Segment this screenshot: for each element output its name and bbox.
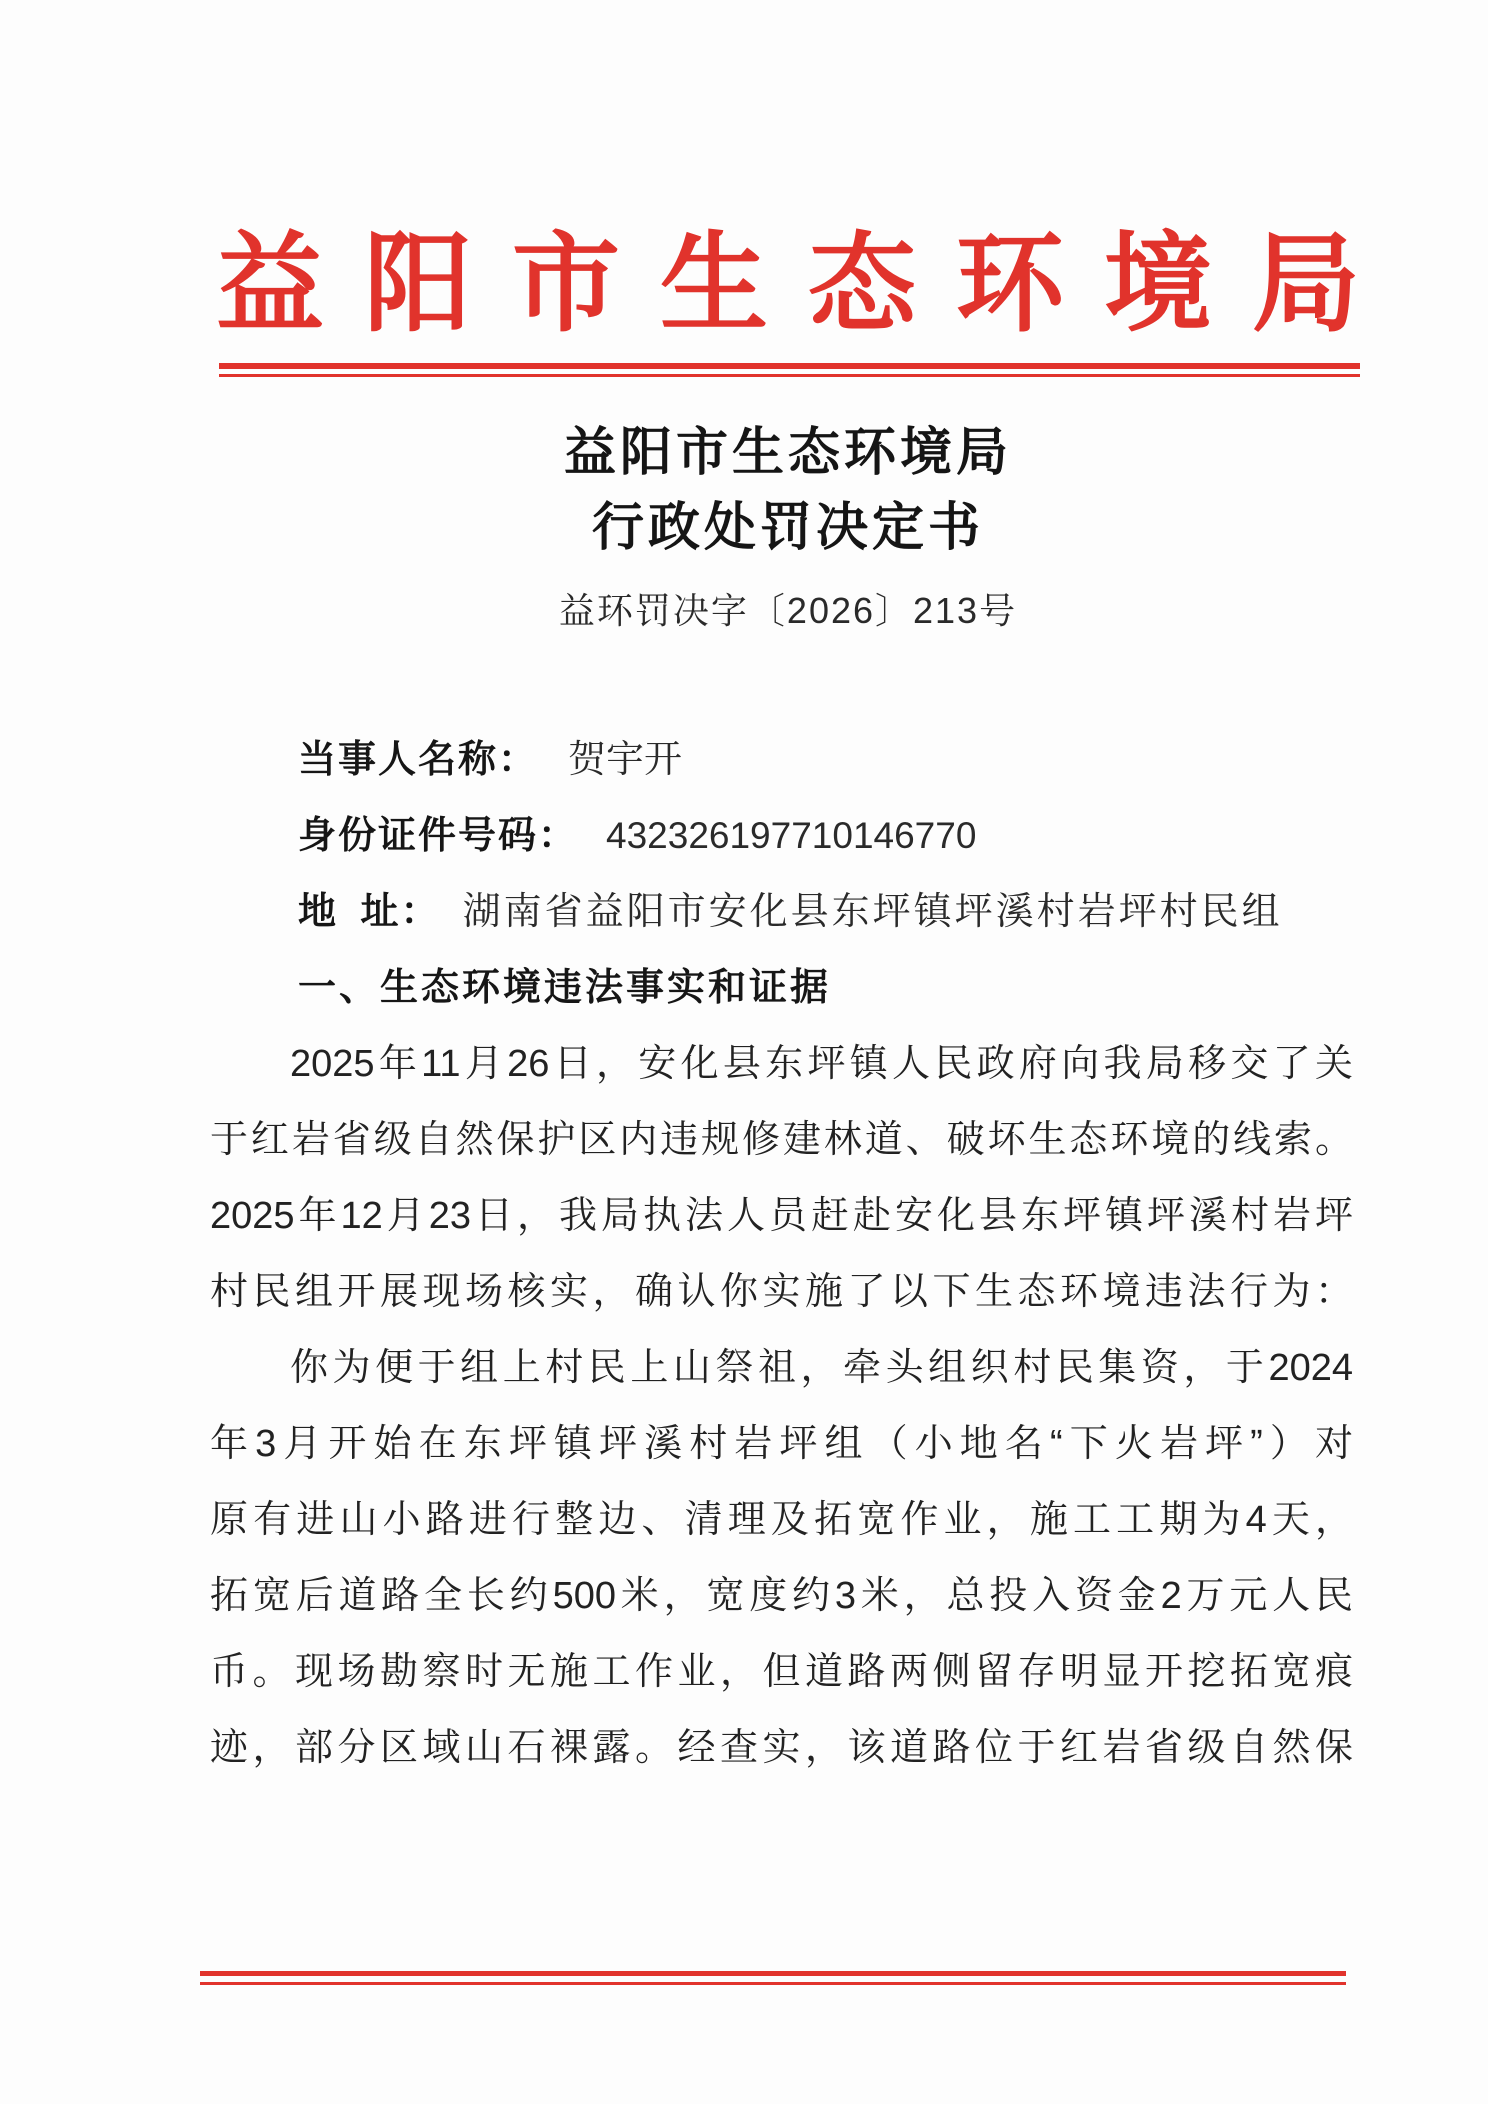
- party-id-row: [210, 798, 1353, 874]
- paragraph-line: 年3月开始在东坪镇坪溪村岩坪组（小地名“下火岩坪”）对: [210, 1423, 1353, 1465]
- paragraph-line: 你为便于组上村民上山祭祖，牵头组织村民集资，于2024: [290, 1347, 1353, 1389]
- paragraph-line: 村民组开展现场核实，确认你实施了以下生态环境违法行为：: [210, 1271, 1353, 1313]
- party-id-label: 身份证件号码：: [298, 815, 579, 857]
- party-address-value: 湖南省益阳市安化县东坪镇坪溪村岩坪村民组: [462, 891, 1283, 933]
- paragraph: [210, 1026, 1353, 1330]
- paragraph-line: 于红岩省级自然保护区内违规修建林道、破坏生态环境的线索。: [210, 1119, 1353, 1161]
- party-name-row: [210, 722, 1353, 798]
- paragraph: [210, 1330, 1353, 1786]
- party-id-value: 432326197710146770: [606, 815, 977, 856]
- party-name-value: 贺宇开: [568, 739, 683, 781]
- paragraph-line: 迹，部分区域山石裸露。经查实，该道路位于红岩省级自然保: [210, 1727, 1353, 1769]
- document-body: [210, 722, 1353, 1786]
- paragraph-line: 2025年12月23日，我局执法人员赶赴安化县东坪镇坪溪村岩坪: [210, 1195, 1353, 1237]
- party-address-label: 地 址：: [298, 891, 441, 933]
- letterhead-agency-name: 益阳市生态环境局: [216, 221, 1360, 347]
- footer-red-rule-upper: [200, 1971, 1346, 1976]
- letterhead-red-rule-thin: [219, 374, 1360, 377]
- party-address-row: [210, 874, 1353, 950]
- paragraph-line: 拓宽后道路全长约500米，宽度约3米，总投入资金2万元人民: [210, 1575, 1353, 1617]
- paragraph-line: 原有进山小路进行整边、清理及拓宽作业，施工工期为4天，: [210, 1499, 1353, 1541]
- paragraph-line: 2025年11月26日，安化县东坪镇人民政府向我局移交了关: [290, 1043, 1353, 1085]
- party-name-label: 当事人名称：: [298, 739, 539, 781]
- title-line-document-type: 行政处罚决定书: [591, 497, 984, 558]
- footer-red-rule-lower: [200, 1982, 1346, 1985]
- document-title: [216, 415, 1360, 565]
- document-number: 益环罚决字〔2026〕213号: [558, 590, 1018, 631]
- letterhead-red-rule-thick: [219, 363, 1360, 369]
- section-heading: 一、生态环境违法事实和证据: [298, 967, 832, 1009]
- title-line-agency: 益阳市生态环境局: [563, 422, 1012, 483]
- paragraph-line: 币。现场勘察时无施工作业，但道路两侧留存明显开挖拓宽痕: [210, 1651, 1353, 1693]
